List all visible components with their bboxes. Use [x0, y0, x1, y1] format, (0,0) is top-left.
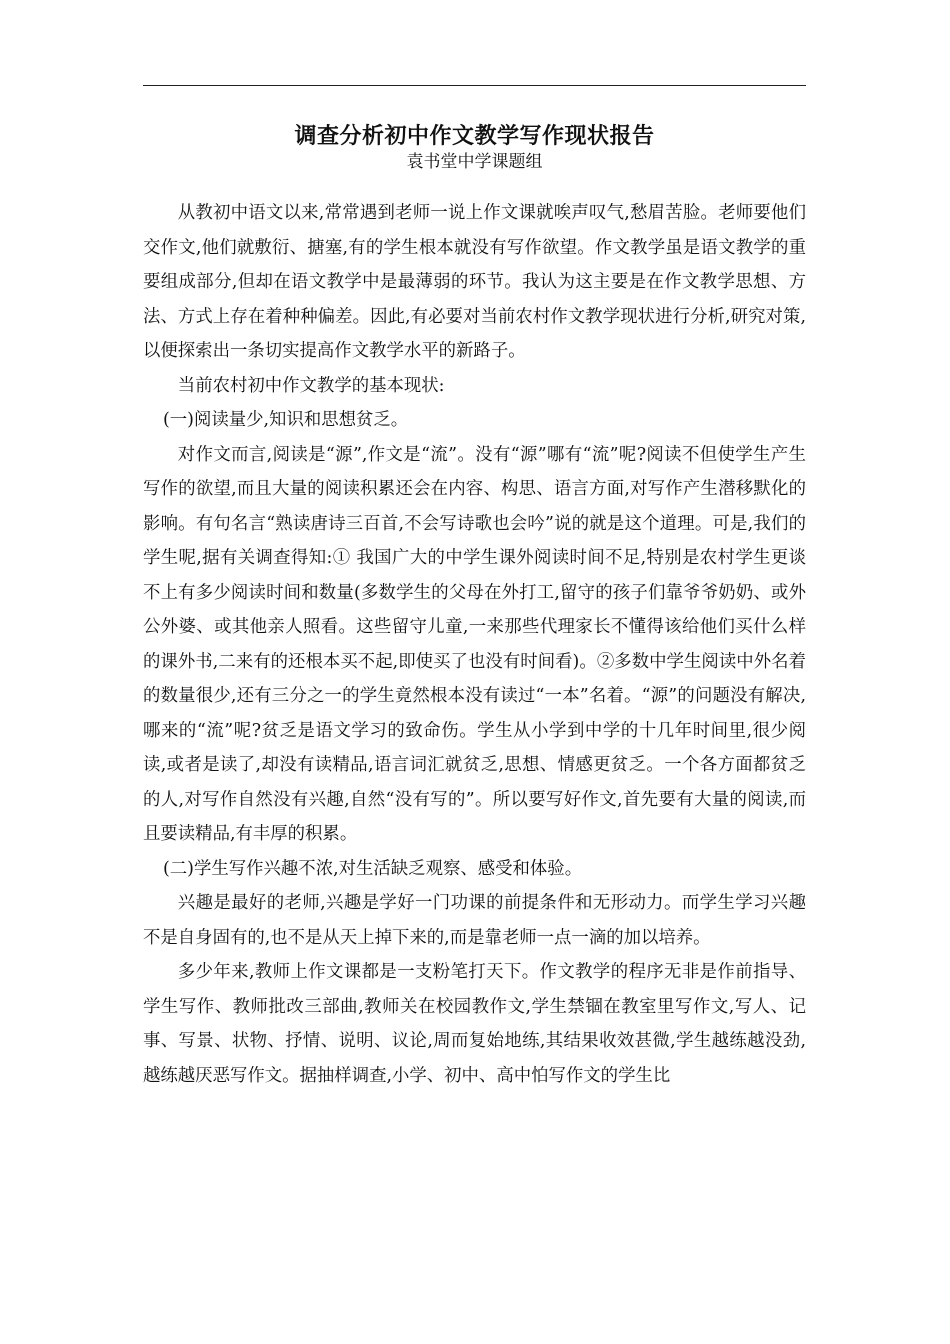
document-body: [143, 196, 806, 1093]
heading-section-1: (一)阅读量少,知识和思想贫乏。: [163, 410, 409, 430]
paragraph-intro: 从教初中语文以来,常常遇到老师一说上作文课就唉声叹气,愁眉苦脸。老师要他们交作文,他们就敷衍、搪塞,有的学生根本就没有写作欲望。作文教学虽是语文教学的重要组成部分,但却在语文教学中是最薄弱的环节。我认为这主要是在作文教学思想、方法、方式上存在着种种偏差。因此,有必要对当前农村作文教学现状进行分析,研究对策,以便探索出一条切实提高作文教学水平的新路子。: [143, 203, 806, 361]
document-title: 调查分析初中作文教学写作现状报告: [294, 123, 655, 149]
paragraph-teaching: 多少年来,教师上作文课都是一支粉笔打天下。作文教学的程序无非是作前指导、学生写作、教师批改三部曲,教师关在校园教作文,学生禁锢在教室里写作文,写人、记事、写景、状物、抒情、说明、议论,周而复始地练,其结果收效甚微,学生越练越没劲,越练越厌恶写作文。据抽样调查,小学、初中、高中怕写作文的学生比: [143, 962, 806, 1086]
paragraph-interest: 兴趣是最好的老师,兴趣是学好一门功课的前提条件和无形动力。而学生学习兴趣不是自身固有的,也不是从天上掉下来的,而是靠老师一点一滴的加以培养。: [143, 893, 806, 948]
document-author: 袁书堂中学课题组: [406, 152, 543, 172]
heading-section-2: (二)学生写作兴趣不浓,对生活缺乏观察、感受和体验。: [163, 858, 583, 879]
paragraph-section-lead: 当前农村初中作文教学的基本现状:: [177, 375, 445, 396]
header-rule: [143, 85, 806, 86]
paragraph-reading: 对作文而言,阅读是“源”,作文是“流”。没有“源”哪有“流”呢?阅读不但使学生产生写作的欲望,而且大量的阅读积累还会在内容、构思、语言方面,对写作产生潜移默化的影响。有句名言“熟读唐诗三百首,不会写诗歌也会吟”说的就是这个道理。可是,我们的学生呢,据有关调查得知:① 我国广大的中学生课外阅读时间不足,特别是农村学生更谈不上有多少阅读时间和数量(多数学生的父母在外打工,留守的孩子们靠爷爷奶奶、或外公外婆、或其他亲人照看。这些留守儿童,一来那些代理家长不懂得该给他们买什么样的课外书,二来有的还根本买不起,即使买了也没有时间看)。②多数中学生阅读中外名着的数量很少,还有三分之一的学生竟然根本没有读过“一本”名着。“源”的问题没有解决,哪来的“流”呢?贫乏是语文学习的致命伤。学生从小学到中学的十几年时间里,很少阅读,或者是读了,却没有读精品,语言词汇就贫乏,思想、情感更贫乏。一个各方面都贫乏的人,对写作自然没有兴趣,自然“没有写的”。所以要写好作文,首先要有大量的阅读,而且要读精品,有丰厚的积累。: [143, 444, 806, 844]
